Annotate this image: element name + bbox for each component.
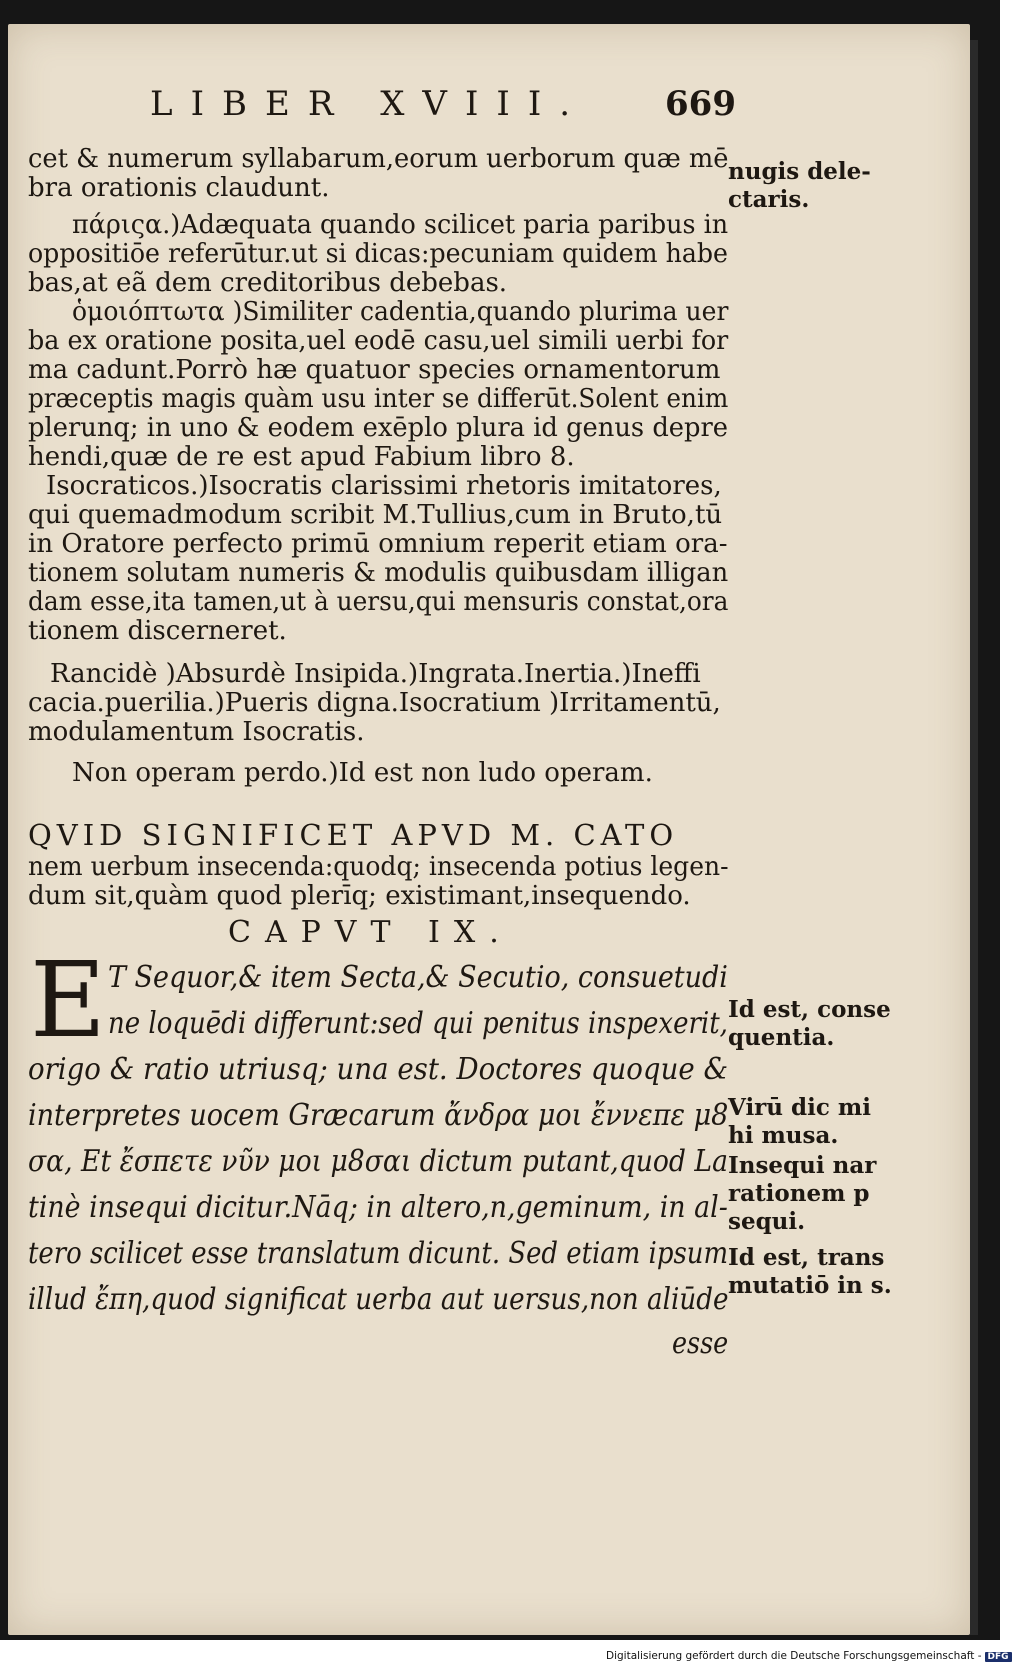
- margin-note: Insequi nar: [728, 1152, 877, 1179]
- body-line: tionem discerneret.: [28, 616, 287, 646]
- italic-line: origo & ratio utriusq; una est. Doctores quoque &: [28, 1052, 729, 1087]
- running-head: LIBER XVIII.: [150, 84, 589, 124]
- dfg-logo: DFG: [985, 1652, 1012, 1662]
- body-line: dam esse,ita tamen,ut à uersu,qui mensuris constat,ora: [28, 587, 729, 617]
- body-line: præceptis magis quàm usu inter se differūt.Solent enim: [28, 384, 729, 414]
- margin-note: ctaris.: [728, 186, 810, 213]
- chapter-subtitle-line: dum sit,quàm quod plerīq; existimant,insequendo.: [28, 881, 691, 911]
- body-line: bas,at eã dem creditoribus debebas.: [28, 268, 508, 298]
- body-line: cacia.puerilia.)Pueris digna.Isocratium )Irritamentū,: [28, 688, 721, 718]
- body-line: ὁμοιόπτωτα )Similiter cadentia,quando plurima uer: [72, 297, 729, 327]
- digitization-footer: [606, 1650, 1012, 1662]
- footer-text: Digitalisierung gefördert durch die Deutsche Forschungsgemeinschaft -: [606, 1650, 982, 1662]
- italic-line: tinè insequi dicitur.Nāq; in altero,n,geminum, in al-: [28, 1190, 728, 1225]
- drop-cap: E: [30, 939, 106, 1061]
- margin-note: Id est, conse: [728, 996, 891, 1023]
- body-line: πάριςα.)Adæquata quando scilicet paria paribus in: [72, 210, 729, 240]
- body-line: ma cadunt.Porrò hæ quatuor species ornamentorum: [28, 355, 721, 385]
- page-edge: [970, 40, 978, 1635]
- italic-line: σα, Et ἔσπετε νῦν μοι μ8σαι dictum putant,quod La: [28, 1144, 728, 1179]
- margin-note: mutatiō in s.: [728, 1272, 892, 1299]
- margin-note: Id est, trans: [728, 1244, 885, 1271]
- italic-line: interpretes uocem Græcarum ἄνδρα μοι ἔννεπε μ8: [28, 1098, 729, 1133]
- page-number: 669: [665, 84, 736, 124]
- chapter-title: QVID SIGNIFICET APVD M. CATO: [28, 818, 679, 852]
- margin-note: rationem p: [728, 1180, 870, 1207]
- body-line: Non operam perdo.)Id est non ludo operam.: [72, 758, 653, 788]
- margin-note: sequi.: [728, 1208, 806, 1235]
- catchword: esse: [672, 1326, 729, 1361]
- margin-note: quentia.: [728, 1024, 835, 1051]
- body-line: oppositiōe referūtur.ut si dicas:pecuniam quidem habe: [28, 239, 728, 269]
- margin-note: nugis dele-: [728, 158, 871, 185]
- margin-note: hi musa.: [728, 1122, 839, 1149]
- italic-line: tero scilicet esse translatum dicunt. Sed etiam ipsum: [28, 1236, 729, 1271]
- body-line: ba ex oratione posita,uel eodē casu,uel simili uerbi for: [28, 326, 729, 356]
- margin-note: Virū dic mi: [728, 1094, 871, 1121]
- body-line: modulamentum Isocratis.: [28, 717, 365, 747]
- body-line: bra orationis claudunt.: [28, 173, 330, 203]
- italic-line: illud ἔπη,quod significat uerba aut uersus,non aliūde: [28, 1282, 729, 1317]
- body-line: Isocraticos.)Isocratis clarissimi rhetoris imitatores,: [46, 471, 722, 501]
- body-line: hendi,quæ de re est apud Fabium libro 8.: [28, 442, 575, 472]
- italic-line: T Sequor,& item Secta,& Secutio, consuetudi: [108, 960, 728, 995]
- body-line: plerunq; in uno & eodem exēplo plura id genus depre: [28, 413, 729, 443]
- italic-line: ne loquēdi differunt:sed qui penitus inspexerit,: [108, 1006, 728, 1041]
- chapter-number: CAPVT IX.: [228, 915, 513, 950]
- body-line: qui quemadmodum scribit M.Tullius,cum in Bruto,tū: [28, 500, 723, 530]
- body-line: tionem solutam numeris & modulis quibusdam illigan: [28, 558, 729, 588]
- body-line: cet & numerum syllabarum,eorum uerborum quæ mē: [28, 144, 729, 174]
- body-line: Rancidè )Absurdè Insipida.)Ingrata.Inertia.)Ineffi: [50, 659, 701, 689]
- body-line: in Oratore perfecto primū omnium reperit etiam ora-: [28, 529, 728, 559]
- chapter-subtitle-line: nem uerbum insecenda:quodq; insecenda potius legen-: [28, 852, 729, 882]
